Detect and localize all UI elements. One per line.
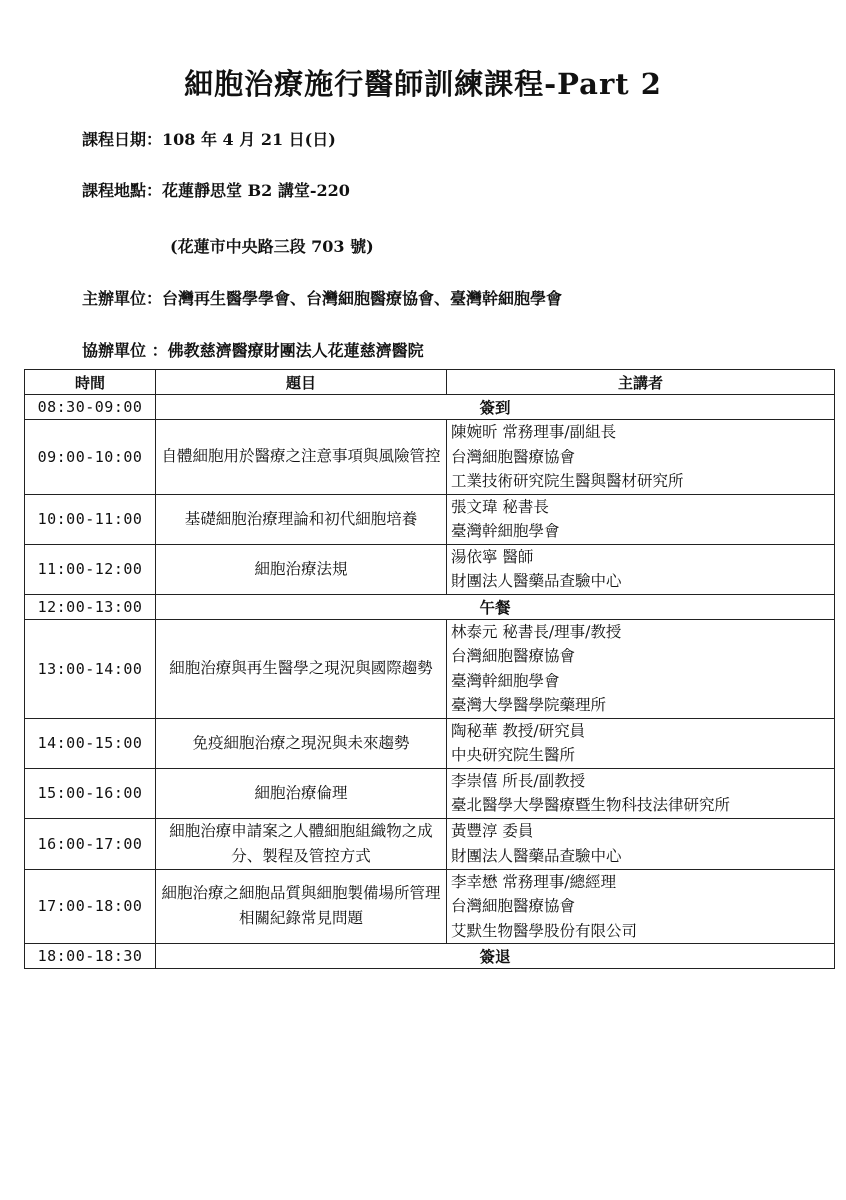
time-cell: 17:00-18:00 xyxy=(25,869,156,944)
header-topic: 題目 xyxy=(156,370,447,395)
table-row xyxy=(25,944,835,969)
topic-cell: 細胞治療法規 xyxy=(156,544,447,594)
header-speaker: 主講者 xyxy=(447,370,835,395)
break-cell: 簽到 xyxy=(156,395,835,420)
speaker-cell xyxy=(447,768,835,818)
speaker-line: 李崇僖 所長/副教授 xyxy=(451,771,586,790)
speaker-line: 台灣細胞醫療協會 xyxy=(451,447,576,466)
co-organizer-value: 佛教慈濟醫療財團法人花蓮慈濟醫院 xyxy=(167,341,424,360)
speaker-line: 工業技術研究院生醫與醫材研究所 xyxy=(451,472,684,490)
speaker-line: 臺灣幹細胞學會 xyxy=(451,671,560,690)
speaker-cell xyxy=(447,718,835,768)
course-date-value: 108 年 4 月 21 日(日) xyxy=(162,130,336,149)
break-cell: 簽退 xyxy=(156,944,835,969)
table-row xyxy=(25,619,835,718)
table-row xyxy=(25,544,835,594)
speaker-line: 臺灣幹細胞學會 xyxy=(451,522,560,540)
speaker-line: 財團法人醫藥品查驗中心 xyxy=(451,846,622,865)
speaker-line: 台灣細胞醫療協會 xyxy=(451,647,576,665)
table-row xyxy=(25,818,835,869)
organizer-label: 主辦單位： xyxy=(82,289,163,308)
topic-cell: 基礎細胞治療理論和初代細胞培養 xyxy=(156,494,447,544)
course-location xyxy=(82,178,350,201)
time-cell: 18:00-18:30 xyxy=(25,944,156,969)
time-cell: 10:00-11:00 xyxy=(25,494,156,544)
speaker-line: 臺灣大學醫學院藥理所 xyxy=(451,696,607,714)
co-organizer-label: 協辦單位 ： xyxy=(82,341,168,360)
topic-cell: 細胞治療之細胞品質與細胞製備場所管理相關紀錄常見問題 xyxy=(156,869,447,944)
time-cell: 08:30-09:00 xyxy=(25,395,156,420)
topic-cell: 細胞治療與再生醫學之現況與國際趨勢 xyxy=(156,619,447,718)
speaker-line: 艾默生物醫學股份有限公司 xyxy=(451,921,638,940)
topic-cell: 細胞治療倫理 xyxy=(156,768,447,818)
topic-cell: 自體細胞用於醫療之注意事項與風險管控 xyxy=(156,420,447,495)
table-header-row xyxy=(25,370,835,395)
table-row xyxy=(25,869,835,944)
table-row xyxy=(25,718,835,768)
course-location-label: 課程地點： xyxy=(82,181,163,200)
table-row xyxy=(25,494,835,544)
header-time: 時間 xyxy=(25,370,156,395)
time-cell: 15:00-16:00 xyxy=(25,768,156,818)
speaker-line: 張文瑋 秘書長 xyxy=(451,497,549,516)
speaker-cell xyxy=(447,494,835,544)
table-row xyxy=(25,594,835,619)
table-row xyxy=(25,395,835,420)
speaker-line: 臺北醫學大學醫療暨生物科技法律研究所 xyxy=(451,796,731,814)
speaker-cell xyxy=(447,869,835,944)
schedule-table xyxy=(24,369,835,969)
speaker-line: 台灣細胞醫療協會 xyxy=(451,897,576,915)
time-cell: 14:00-15:00 xyxy=(25,718,156,768)
speaker-cell xyxy=(447,818,835,869)
speaker-line: 財團法人醫藥品查驗中心 xyxy=(451,572,622,590)
time-cell: 09:00-10:00 xyxy=(25,420,156,495)
speaker-cell xyxy=(447,420,835,495)
speaker-cell xyxy=(447,619,835,718)
course-date-label: 課程日期： xyxy=(82,130,163,149)
table-row xyxy=(25,420,835,495)
speaker-line: 黃豐淳 委員 xyxy=(451,822,534,840)
break-cell: 午餐 xyxy=(156,594,835,619)
speaker-line: 湯依寧 醫師 xyxy=(451,547,534,566)
speaker-line: 李幸懋 常務理事/總經理 xyxy=(451,872,617,891)
speaker-cell xyxy=(447,544,835,594)
co-organizer xyxy=(82,338,424,361)
table-row xyxy=(25,768,835,818)
speaker-line: 陳婉昕 常務理事/副組長 xyxy=(451,423,617,441)
page-title: 細胞治療施行醫師訓練課程-Part 2 xyxy=(184,67,662,101)
organizer xyxy=(82,286,562,309)
speaker-line: 中央研究院生醫所 xyxy=(451,746,576,764)
time-cell: 11:00-12:00 xyxy=(25,544,156,594)
time-cell: 16:00-17:00 xyxy=(25,818,156,869)
topic-cell: 免疫細胞治療之現況與未來趨勢 xyxy=(156,718,447,768)
speaker-line: 陶秘華 教授/研究員 xyxy=(451,721,586,740)
course-date xyxy=(82,127,336,150)
organizer-value: 台灣再生醫學學會、台灣細胞醫療協會、臺灣幹細胞學會 xyxy=(162,289,563,308)
speaker-line: 林泰元 秘書長/理事/教授 xyxy=(451,622,622,641)
time-cell: 12:00-13:00 xyxy=(25,594,156,619)
course-location-value: 花蓮靜思堂 B2 講堂-220 xyxy=(162,181,350,200)
time-cell: 13:00-14:00 xyxy=(25,619,156,718)
topic-cell: 細胞治療申請案之人體細胞組織物之成分、製程及管控方式 xyxy=(156,818,447,869)
address: (花蓮市中央路三段 703 號) xyxy=(170,237,374,256)
